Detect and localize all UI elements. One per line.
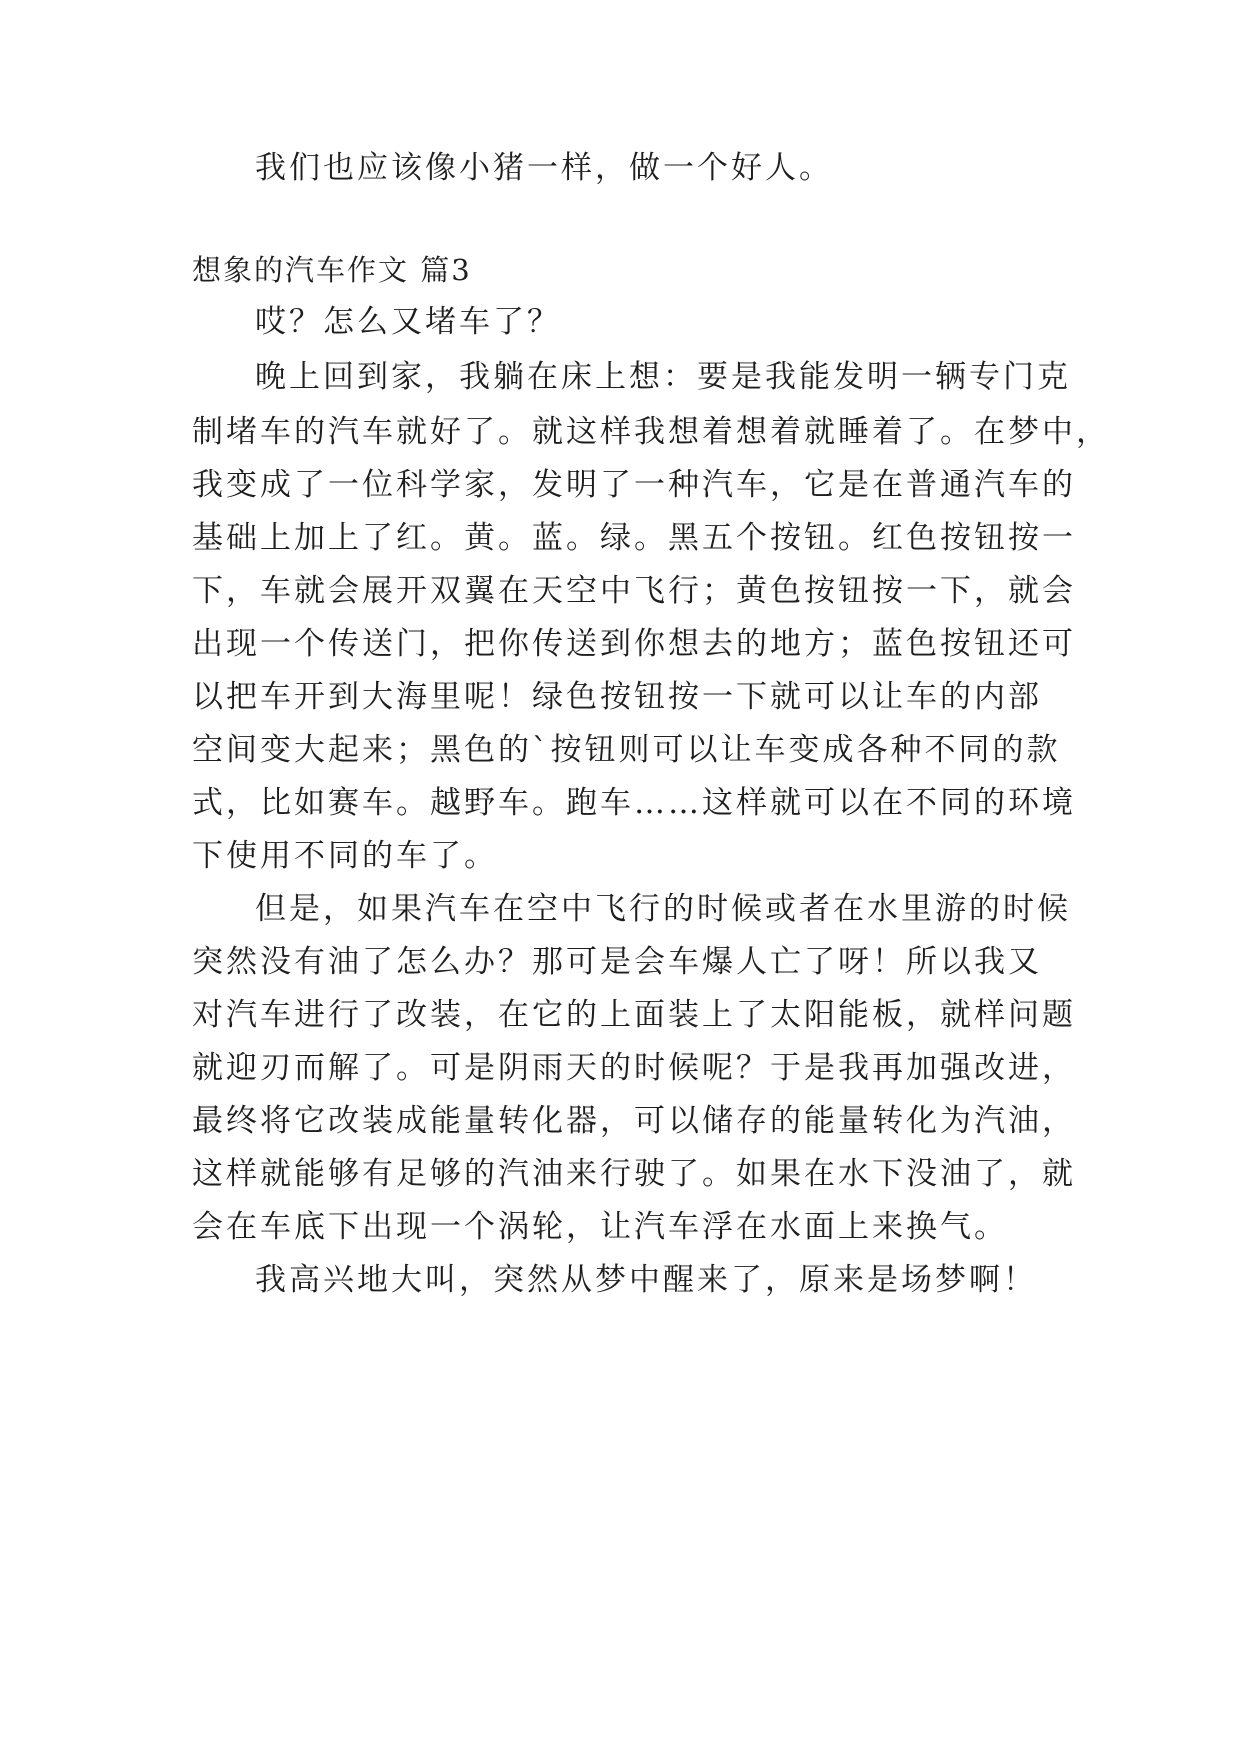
intro-line: 我们也应该像小猪一样，做一个好人。 xyxy=(255,150,833,186)
paragraph-1-line-1: 哎？怎么又堵车了？ xyxy=(255,304,561,340)
paragraph-2-line-1: 晚上回到家，我躺在床上想：要是我能发明一辆专门克 xyxy=(255,359,1071,395)
paragraph-3-line-5: 最终将它改装成能量转化器，可以储存的能量转化为汽油， xyxy=(192,1103,1076,1139)
paragraph-3-line-3: 对汽车进行了改装，在它的上面装上了太阳能板，就样问题 xyxy=(192,997,1076,1033)
paragraph-2-line-7: 以把车开到大海里呢！绿色按钮按一下就可以让车的内部 xyxy=(192,679,1042,715)
paragraph-2-line-6: 出现一个传送门，把你传送到你想去的地方；蓝色按钮还可 xyxy=(192,626,1076,662)
paragraph-3-line-6: 这样就能够有足够的汽油来行驶了。如果在水下没油了，就 xyxy=(192,1156,1076,1192)
paragraph-3-line-1: 但是，如果汽车在空中飞行的时候或者在水里游的时候 xyxy=(255,891,1071,927)
paragraph-3-line-2: 突然没有油了怎么办？那可是会车爆人亡了呀！所以我又 xyxy=(192,944,1042,980)
paragraph-2-line-10: 下使用不同的车了。 xyxy=(192,838,498,874)
paragraph-2-line-3: 我变成了一位科学家，发明了一种汽车，它是在普通汽车的 xyxy=(192,467,1076,503)
paragraph-3-line-4: 就迎刃而解了。可是阴雨天的时候呢？于是我再加强改进， xyxy=(192,1050,1076,1086)
paragraph-2-line-5: 下，车就会展开双翼在天空中飞行；黄色按钮按一下，就会 xyxy=(192,573,1076,609)
essay-title: 想象的汽车作文 篇3 xyxy=(192,253,472,287)
paragraph-2-line-2: 制堵车的汽车就好了。就这样我想着想着就睡着了。在梦中， xyxy=(192,414,1110,450)
paragraph-3-line-7: 会在车底下出现一个涡轮，让汽车浮在水面上来换气。 xyxy=(192,1209,1008,1245)
paragraph-2-line-9: 式，比如赛车。越野车。跑车……这样就可以在不同的环境 xyxy=(192,785,1076,821)
paragraph-2-line-8: 空间变大起来；黑色的`按钮则可以让车变成各种不同的款 xyxy=(192,732,1061,768)
paragraph-2-line-4: 基础上加上了红。黄。蓝。绿。黑五个按钮。红色按钮按一 xyxy=(192,520,1076,556)
paragraph-4-line-1: 我高兴地大叫，突然从梦中醒来了，原来是场梦啊！ xyxy=(255,1262,1037,1298)
